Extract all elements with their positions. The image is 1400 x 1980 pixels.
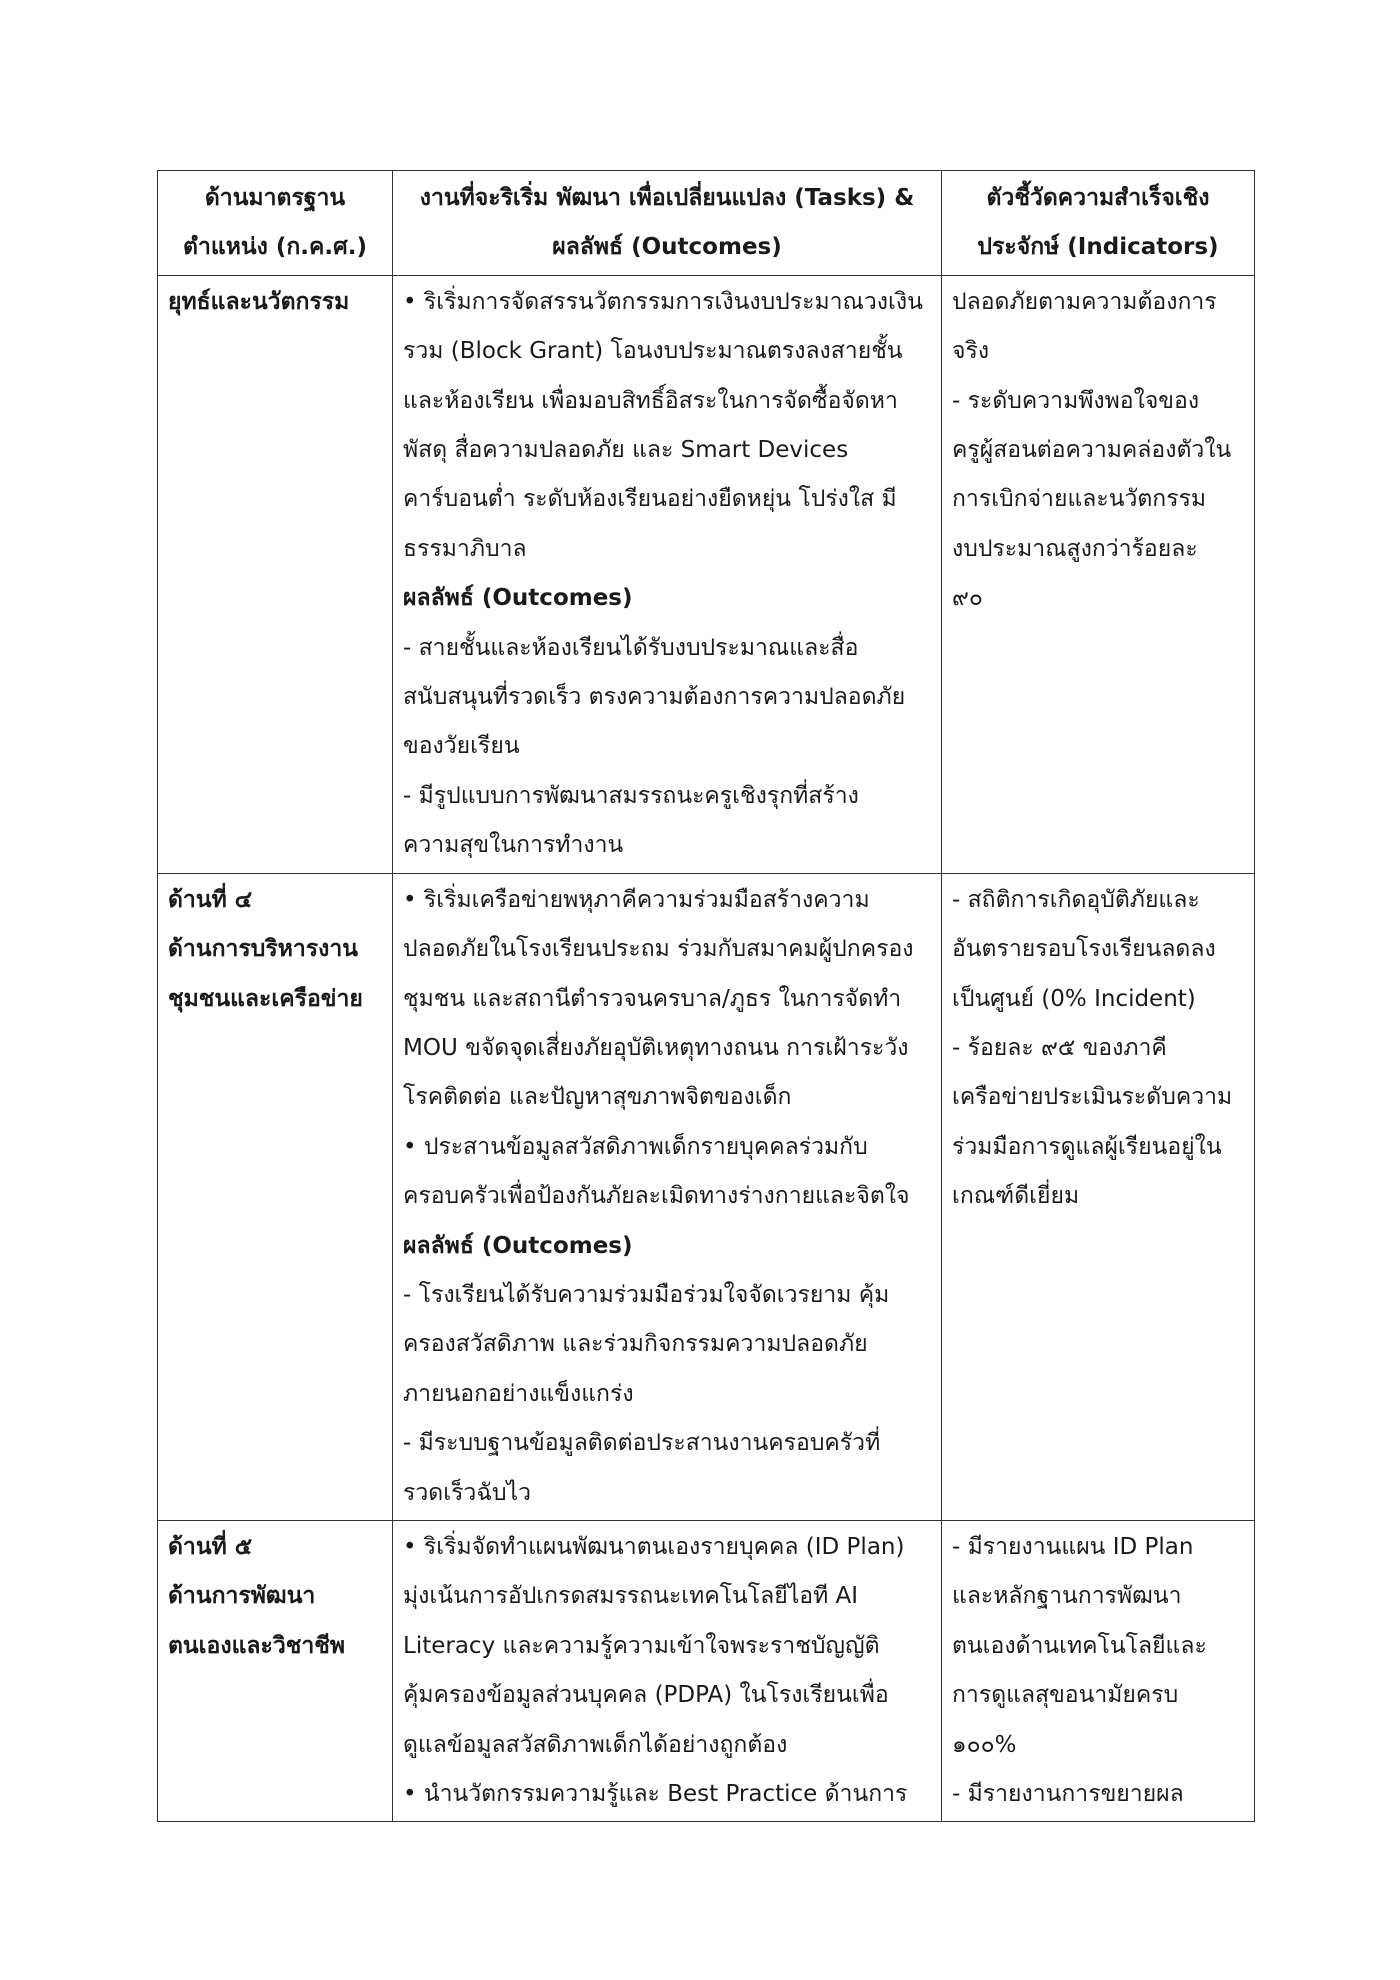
tasks-cell [393, 1520, 942, 1821]
indicators-line: ตนเองด้านเทคโนโลยีและ [952, 1632, 1207, 1659]
indicators-line: - มีรายงานการขยายผล [952, 1781, 1184, 1807]
header-tasks-outcomes [393, 171, 942, 276]
indicators-line: - มีรายงานแผน ID Plan [952, 1533, 1194, 1560]
standard-area-cell [158, 275, 393, 873]
area-line: ด้านที่ ๔ [168, 886, 253, 913]
indicators-line: - ร้อยละ ๙๕ ของภาคี [952, 1034, 1167, 1061]
indicators-line: งบประมาณสูงกว่าร้อยละ [952, 535, 1198, 562]
tasks-line: พัสดุ สื่อความปลอดภัย และ Smart Devices [403, 437, 849, 464]
indicators-cell [942, 275, 1255, 873]
tasks-line: - สายชั้นและห้องเรียนได้รับงบประมาณและสื่อ [403, 634, 859, 661]
tasks-line: ดูแลข้อมูลสวัสดิภาพเด็กได้อย่างถูกต้อง [403, 1731, 788, 1758]
indicators-line: อันตรายรอบโรงเรียนลดลง [952, 936, 1216, 963]
indicators-line: เกณฑ์ดีเยี่ยม [952, 1183, 1080, 1210]
tasks-line: • ริเริ่มจัดทำแผนพัฒนาตนเองรายบุคคล (ID Plan) [403, 1533, 905, 1560]
tasks-line: • ริเริ่มการจัดสรรนวัตกรรมการเงินงบประมาณวงเงิน [403, 288, 923, 315]
tasks-line: ครองสวัสดิภาพ และร่วมกิจกรรมความปลอดภัย [403, 1331, 868, 1358]
tasks-line: - มีระบบฐานข้อมูลติดต่อประสานงานครอบครัวที่ [403, 1430, 881, 1457]
standards-plan-table [157, 170, 1255, 1822]
table-row [158, 873, 1255, 1520]
indicators-line: การดูแลสุขอนามัยครบ [952, 1682, 1179, 1709]
header-indicators [942, 171, 1255, 276]
indicators-line: และหลักฐานการพัฒนา [952, 1583, 1182, 1610]
indicators-line: - ระดับความพึงพอใจของ [952, 387, 1200, 414]
table-header-row [158, 171, 1255, 276]
standard-area-cell [158, 873, 393, 1520]
tasks-line: ภายนอกอย่างแข็งแกร่ง [403, 1380, 634, 1407]
area-line: ชุมชนและเครือข่าย [168, 985, 363, 1012]
area-line: ตนเองและวิชาชีพ [168, 1632, 346, 1659]
header-line: ตัวชี้วัดความสำเร็จเชิง [986, 185, 1210, 211]
tasks-line: คุ้มครองข้อมูลส่วนบุคคล (PDPA) ในโรงเรียนเพื่อ [403, 1682, 889, 1709]
tasks-line: • ริเริ่มเครือข่ายพหุภาคีความร่วมมือสร้างความ [403, 886, 870, 913]
tasks-line: และห้องเรียน เพื่อมอบสิทธิ์อิสระในการจัดซื้อจัดหา [403, 387, 898, 414]
tasks-line: - มีรูปแบบการพัฒนาสมรรถนะครูเชิงรุกที่สร้าง [403, 782, 859, 809]
area-line: ยุทธ์และนวัตกรรม [168, 288, 350, 315]
header-line: ผลลัพธ์ (Outcomes) [552, 234, 782, 261]
tasks-line: ชุมชน และสถานีตำรวจนครบาล/ภูธร ในการจัดทำ [403, 985, 902, 1012]
header-line: ประจักษ์ (Indicators) [977, 234, 1219, 261]
area-line: ด้านการบริหารงาน [168, 936, 359, 963]
tasks-line: ธรรมาภิบาล [403, 535, 527, 562]
tasks-line: • นำนวัตกรรมความรู้และ Best Practice ด้านการ [403, 1781, 908, 1807]
tasks-line: โรคติดต่อ และปัญหาสุขภาพจิตของเด็ก [403, 1084, 792, 1111]
indicators-line: ร่วมมือการดูแลผู้เรียนอยู่ใน [952, 1133, 1222, 1160]
indicators-line: ปลอดภัยตามความต้องการ [952, 288, 1217, 315]
indicators-line: เครือข่ายประเมินระดับความ [952, 1084, 1233, 1111]
indicators-line: ๙๐ [952, 585, 983, 612]
tasks-line: สนับสนุนที่รวดเร็ว ตรงความต้องการความปลอดภัย [403, 684, 906, 711]
tasks-cell [393, 873, 942, 1520]
tasks-line: Literacy และความรู้ความเข้าใจพระราชบัญญัติ [403, 1632, 880, 1659]
header-line: งานที่จะริเริ่ม พัฒนา เพื่อเปลี่ยนแปลง (Tasks) & [419, 185, 915, 211]
tasks-line: ครอบครัวเพื่อป้องกันภัยละเมิดทางร่างกายและจิตใจ [403, 1183, 910, 1210]
tasks-line: ของวัยเรียน [403, 733, 520, 760]
indicators-line: เป็นศูนย์ (0% Incident) [952, 985, 1196, 1012]
indicators-line: - สถิติการเกิดอุบัติภัยและ [952, 886, 1200, 913]
tasks-line: คาร์บอนต่ำ ระดับห้องเรียนอย่างยืดหยุ่น โปร่งใส มี [403, 486, 897, 513]
outcomes-heading: ผลลัพธ์ (Outcomes) [403, 1232, 633, 1259]
indicators-line: จริง [952, 338, 990, 365]
tasks-line: รวดเร็วฉับไว [403, 1479, 532, 1506]
table-body [158, 275, 1255, 1822]
tasks-line: • ประสานข้อมูลสวัสดิภาพเด็กรายบุคคลร่วมกับ [403, 1133, 868, 1160]
indicators-line: ๑๐๐% [952, 1731, 1017, 1758]
tasks-line: รวม (Block Grant) โอนงบประมาณตรงลงสายชั้น [403, 338, 903, 365]
tasks-line: ปลอดภัยในโรงเรียนประถม ร่วมกับสมาคมผู้ปกครอง [403, 936, 914, 963]
tasks-line: MOU ขจัดจุดเสี่ยงภัยอุบัติเหตุทางถนน การเฝ้าระวัง [403, 1034, 909, 1061]
outcomes-heading: ผลลัพธ์ (Outcomes) [403, 585, 633, 612]
indicators-cell [942, 1520, 1255, 1821]
tasks-line: มุ่งเน้นการอัปเกรดสมรรถนะเทคโนโลยีไอที AI [403, 1583, 859, 1610]
area-line: ด้านที่ ๕ [168, 1533, 253, 1560]
indicators-line: การเบิกจ่ายและนวัตกรรม [952, 486, 1207, 513]
header-line: ตำแหน่ง (ก.ค.ศ.) [183, 234, 367, 261]
standard-area-cell [158, 1520, 393, 1821]
tasks-line: - โรงเรียนได้รับความร่วมมือร่วมใจจัดเวรยาม คุ้ม [403, 1281, 890, 1308]
header-line: ด้านมาตรฐาน [204, 185, 346, 211]
table-row [158, 275, 1255, 873]
indicators-cell [942, 873, 1255, 1520]
table-row [158, 1520, 1255, 1821]
header-standard-area [158, 171, 393, 276]
tasks-line: ความสุขในการทำงาน [403, 832, 624, 859]
area-line: ด้านการพัฒนา [168, 1583, 316, 1610]
tasks-cell [393, 275, 942, 873]
indicators-line: ครูผู้สอนต่อความคล่องตัวใน [952, 437, 1232, 464]
